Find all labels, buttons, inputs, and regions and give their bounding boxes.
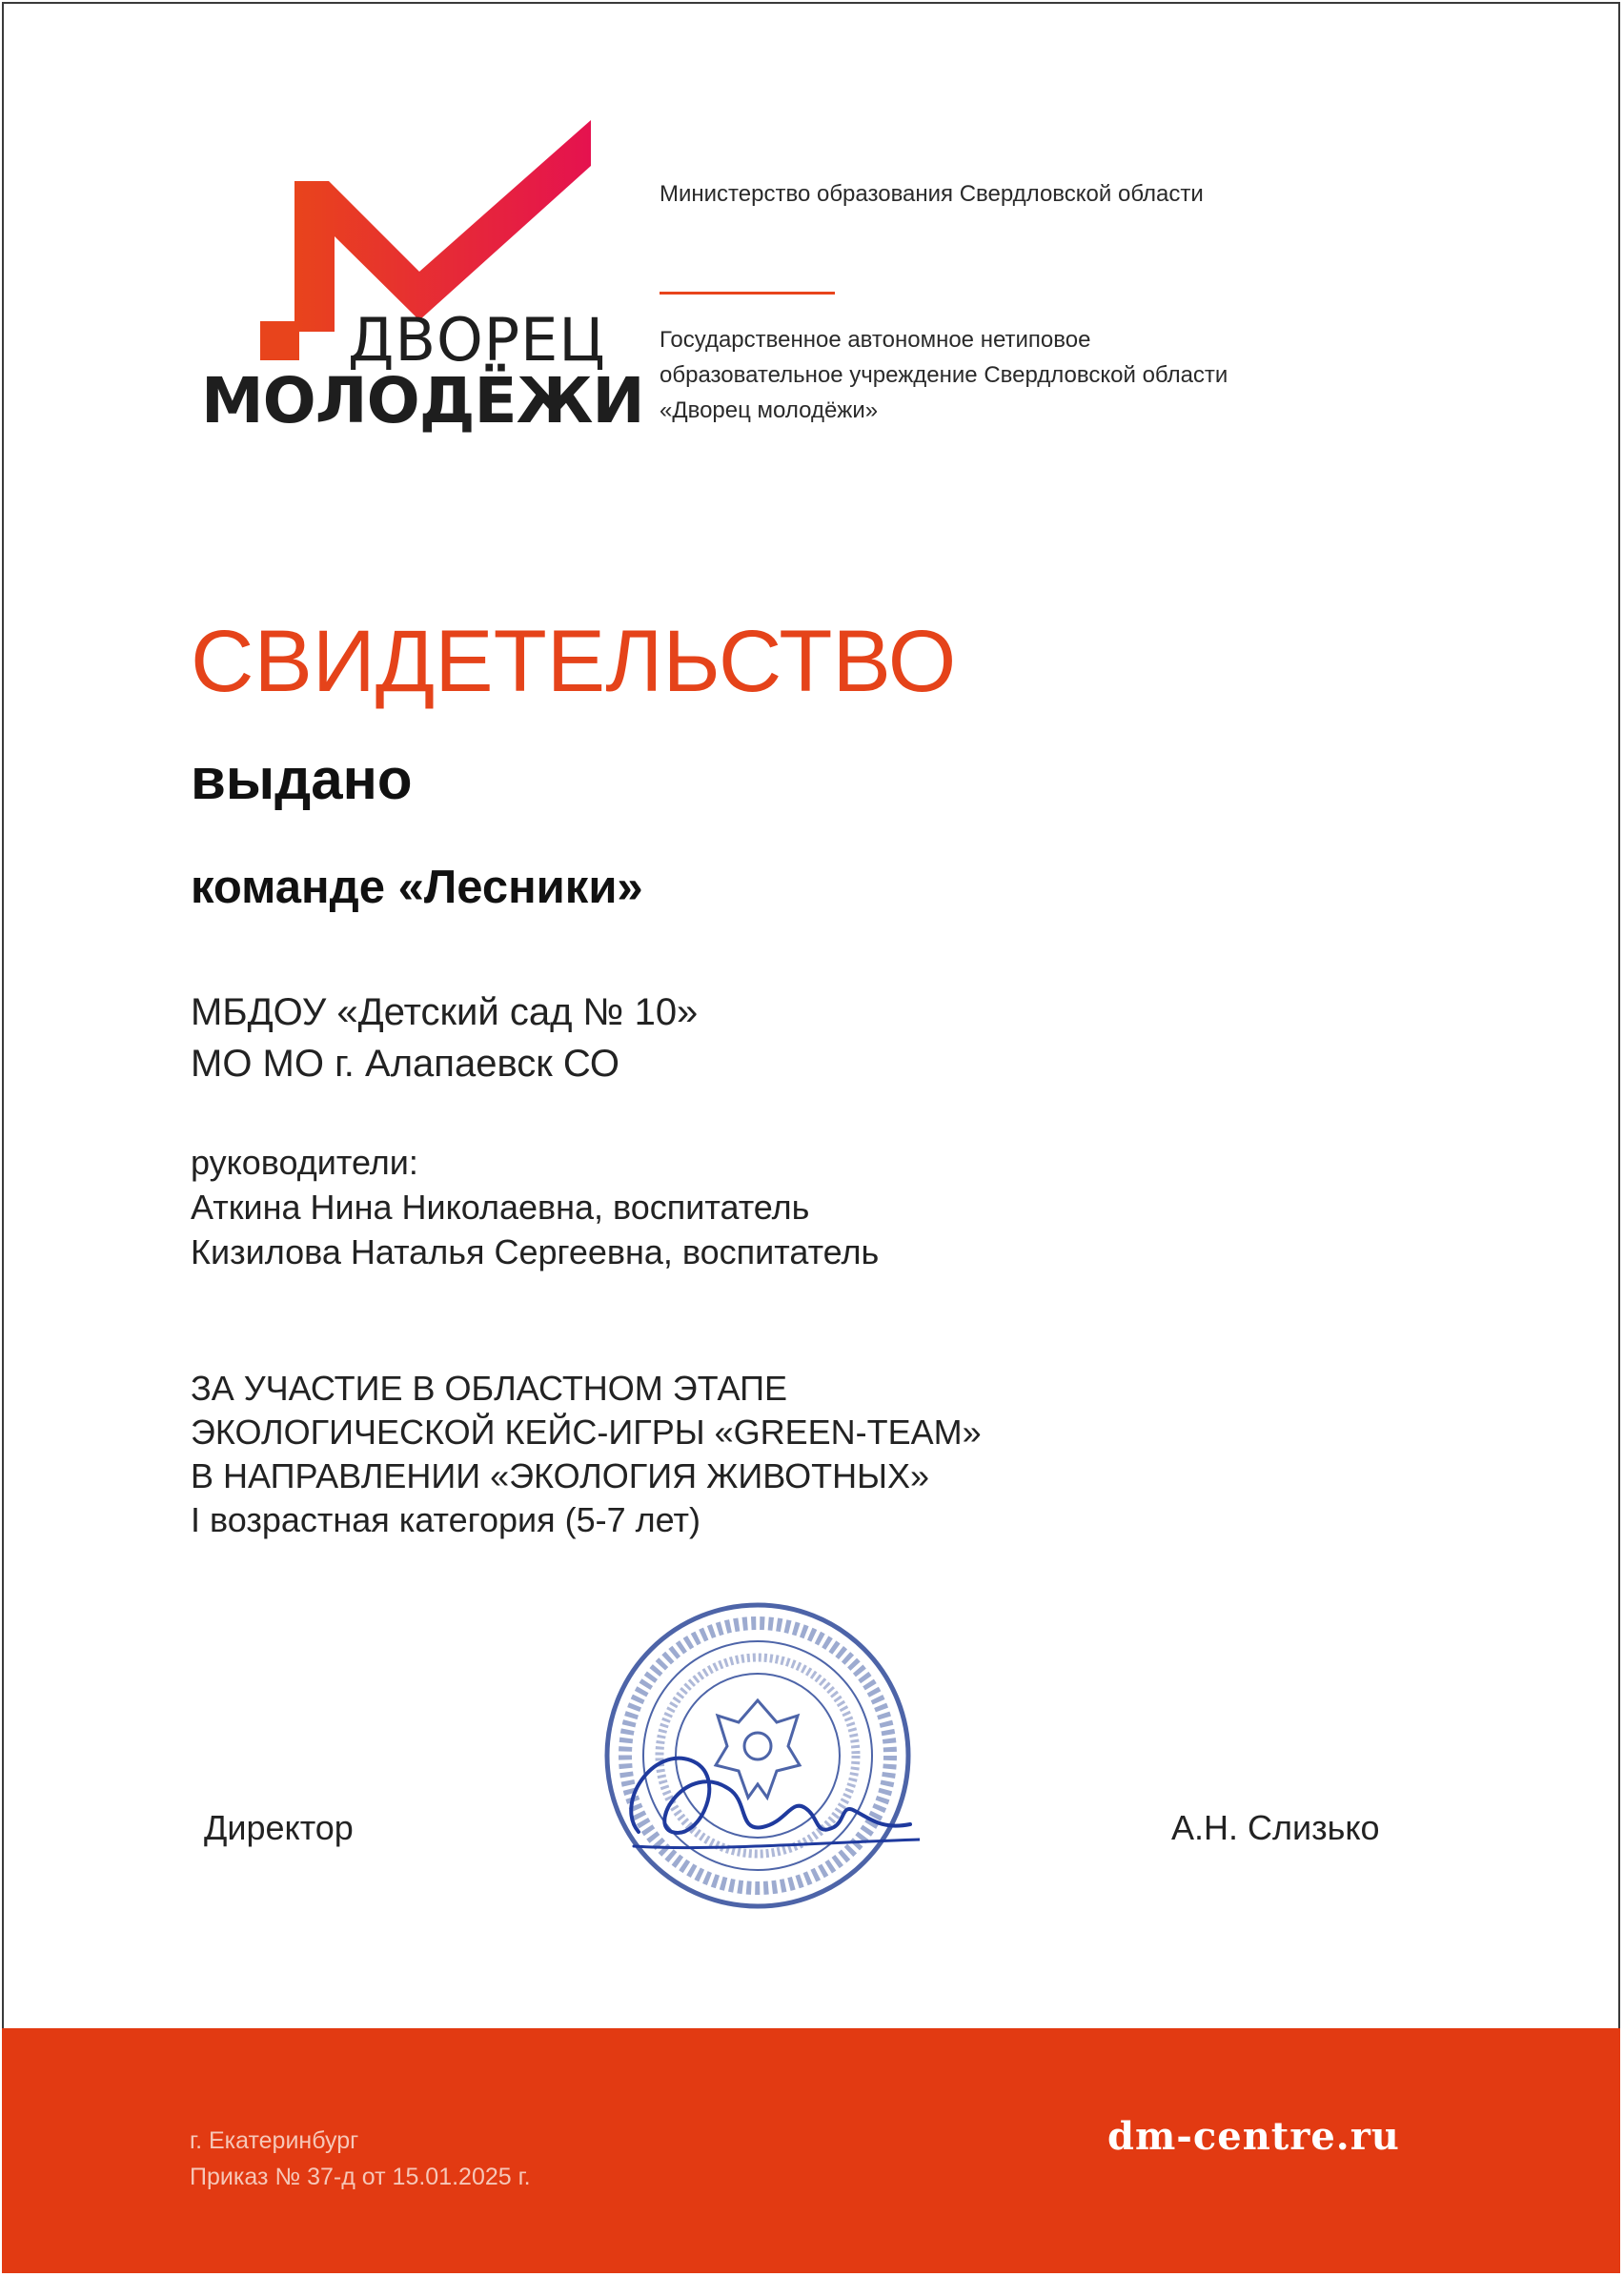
institution-line: Государственное автономное нетиповое bbox=[660, 327, 1091, 353]
organization-line: МО МО г. Алапаевск СО bbox=[191, 1043, 619, 1085]
dvorets-molodezhi-logo bbox=[195, 114, 644, 443]
award-reason bbox=[191, 1367, 982, 1542]
leader-entry: Аткина Нина Николаевна, воспитатель bbox=[191, 1188, 810, 1227]
director-name: А.Н. Слизько bbox=[1171, 1808, 1380, 1847]
logo-text-line-2: МОЛОДЁЖИ bbox=[201, 364, 644, 437]
logo-text-line-1: ДВОРЕЦ bbox=[348, 305, 606, 375]
leader-entry: Кизилова Наталья Сергеевна, воспитатель bbox=[191, 1232, 880, 1271]
footer-order: Приказ № 37-д от 15.01.2025 г. bbox=[190, 2164, 531, 2190]
ministry-name: Министерство образования Свердловской области bbox=[660, 181, 1204, 207]
reason-line: ЗА УЧАСТИЕ В ОБЛАСТНОМ ЭТАПЕ bbox=[191, 1369, 787, 1408]
reason-line: В НАПРАВЛЕНИИ «ЭКОЛОГИЯ ЖИВОТНЫХ» bbox=[191, 1456, 929, 1495]
round-official-seal-icon bbox=[596, 1594, 920, 1927]
organization-block bbox=[191, 986, 698, 1089]
institution-name bbox=[660, 322, 1228, 428]
leaders-block bbox=[191, 1140, 879, 1274]
header-divider bbox=[660, 292, 835, 295]
institution-line: «Дворец молодёжи» bbox=[660, 397, 879, 423]
footer-website-link[interactable]: dm-centre.ru bbox=[1107, 2114, 1400, 2159]
certificate-title: СВИДЕТЕЛЬСТВО bbox=[191, 613, 957, 710]
director-role: Директор bbox=[204, 1808, 354, 1847]
footer-city: г. Екатеринбург bbox=[190, 2127, 359, 2154]
recipient-team: команде «Лесники» bbox=[191, 862, 643, 913]
leaders-heading: руководители: bbox=[191, 1143, 418, 1182]
reason-line: ЭКОЛОГИЧЕСКОЙ КЕЙС-ИГРЫ «GREEN-TEAM» bbox=[191, 1413, 982, 1452]
institution-line: образовательное учреждение Свердловской области bbox=[660, 362, 1228, 388]
age-category: I возрастная категория (5-7 лет) bbox=[191, 1500, 700, 1539]
issued-label: выдано bbox=[191, 747, 413, 811]
organization-line: МБДОУ «Детский сад № 10» bbox=[191, 991, 699, 1033]
